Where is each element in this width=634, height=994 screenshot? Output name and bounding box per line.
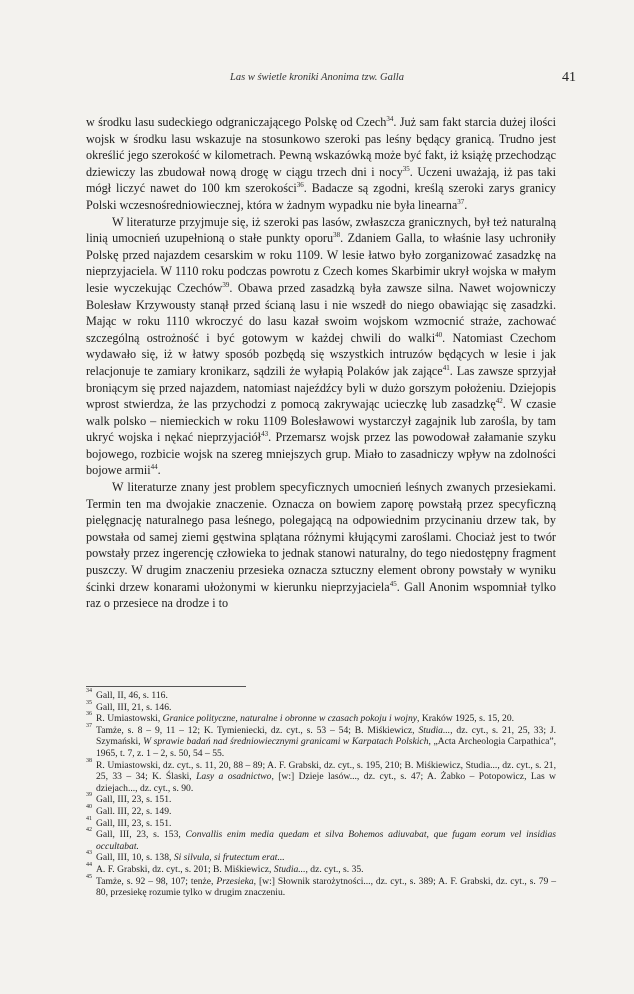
text-run: Gall, III, 23, s. 151. (96, 817, 172, 829)
italic-text: Lasy a osadnictwo (196, 771, 272, 783)
footnote-number: 39 (86, 792, 92, 799)
main-text (86, 114, 556, 612)
text-run: . (157, 463, 161, 478)
footnote-ref: 34 (386, 115, 394, 123)
footnote-ref: 35 (402, 164, 410, 173)
footnote-number: 34 (86, 688, 92, 694)
text-run: w środku lasu sudeckiego odgraniczającego Polskę od Czech (86, 115, 387, 129)
footnote (86, 873, 556, 899)
text-run: . Już sam fakt starcia dużej ilości wojsk w środku lasu wskazuje na stosunkowo szeroki pas leśny będący granicą. Trudno jest określić jego szerokość w kilometrach. Pewną wskazówką może być fakt, iż książę przechodząc dziewiczy las zbudował nową drogę w ciągu trzech dni i nocy (86, 115, 556, 179)
italic-text: Si silvula, si frutectum erat... (173, 852, 285, 864)
text-run: . Las zawsze sprzyjał broniącym się przed najazdem, natomiast najeźdźcy byli w dużo gorszym położeniu. Dziejopis wprost stwierdza, że las przychodzi z pomocą zakrywając ucieczkę lub zasadzkę (86, 363, 556, 412)
footnote (86, 815, 556, 830)
footnote-ref: 44 (150, 463, 158, 472)
text-run: . Zdaniem Galla, to właśnie lasy uchroniły Polskę przed najazdem cesarskim w roku 1109. W lesie łatwo było zorganizować zasadzkę na nieprzyjaciela. W 1110 roku podczas powrotu z Czech komes Skarbimir ukrył wojska w małym lesie wyczekując Czechów (86, 231, 557, 295)
footnote (86, 803, 556, 818)
text-run: . Obawa przed zasadzką była zawsze silna. Nawet wojowniczy Bolesław Krzywousty stanął przed ścianą lasu i nie wszedł do niego obawiając się zasadzki. Mając w roku 1110 wkroczyć do lasu kazał swoim wojskom wzmocnić straże, zachować szczególną ostrożność i być gotowym w każdej chwili do walki (86, 280, 556, 345)
italic-text: Studia... (418, 724, 451, 736)
text-run: . Gall Anonim wspomniał tylko raz o przesiece na drodze i to (86, 579, 556, 611)
footnote-ref: 42 (495, 397, 503, 406)
footnote-ref: 39 (222, 280, 230, 289)
footnote-ref: 36 (296, 181, 304, 190)
footnote-number: 40 (86, 803, 92, 810)
text-run: A. F. Grabski, dz. cyt., s. 201; B. Miśkiewicz, (96, 863, 274, 875)
footnote-ref: 37 (457, 197, 465, 206)
footnote (86, 757, 556, 795)
running-head: Las w świetle kroniki Anonima tzw. Galla (230, 72, 404, 83)
footnote-ref: 38 (333, 231, 341, 240)
paragraph (86, 479, 556, 612)
text-run: Gall. III, 22, s. 149. (96, 805, 172, 817)
italic-text: W sprawie badań nad średniowiecznymi granicami w Karpatach Polskich (143, 736, 429, 748)
footnote (86, 699, 556, 714)
text-run: . Przemarsz wojsk przez las powodował załamanie szyku bojowego, rozbicie wojsk na szereg mniejszych grup. Miało to zasadniczy wpływ na zdolności bojowe armii (86, 430, 556, 478)
text-run: , dz. cyt., s. 35. (305, 863, 364, 875)
footnote (86, 722, 557, 760)
footnote (86, 794, 556, 806)
text-run: , dz. cyt., s. 21, 25, 33; J. Szymański, (96, 724, 556, 748)
footnote-number: 42 (86, 827, 92, 834)
text-run: Gall, II, 46, s. 116. (96, 690, 168, 701)
footnote-ref: 43 (261, 430, 269, 439)
footnote-number: 43 (86, 850, 92, 857)
text-run: . W czasie walk polsko – niemieckich w roku 1109 Bolesławowi wystarczył zagajnik lub zarośla, by tam ukryć wojska i nękać nieprzyjaciół (86, 397, 556, 445)
text-run: Gall, III, 10, s. 138, (96, 852, 174, 864)
footnote-ref: 41 (442, 363, 450, 372)
footnote (86, 829, 556, 852)
text-run: R. Umiastowski, (96, 713, 163, 725)
paragraph (86, 214, 556, 480)
footnote-number: 36 (86, 711, 92, 718)
footnote-ref: 40 (435, 330, 443, 339)
text-run: Tamże, s. 8 – 9, 11 – 12; K. Tymieniecki, dz. cyt., s. 53 – 54; B. Miśkiewicz, (96, 724, 419, 736)
footnote-number: 38 (86, 757, 92, 764)
footnote (86, 713, 556, 725)
footnote-number: 45 (86, 873, 92, 880)
text-run: , Kraków 1925, s. 15, 20. (417, 713, 515, 725)
text-run: . Badacze są zgodni, kreślą szeroki zarys granicy Polski wczesnośredniowiecznej, która w żadnym wypadku nie była linearna (86, 181, 556, 212)
footnote-ref: 45 (389, 579, 397, 588)
text-run: Gall, III, 21, s. 146. (96, 701, 172, 713)
italic-text: Studia... (273, 863, 306, 875)
page-number: 41 (562, 70, 576, 85)
italic-text: Convallis enim media quedam et silva Bohemos adiuvabat, que fugam eorum vel insidias occultabat. (96, 829, 556, 852)
footnote-separator (86, 686, 246, 687)
text-run: . (464, 197, 468, 212)
footnotes (86, 690, 556, 899)
text-run: W literaturze przyjmuje się, iż szeroki pas lasów, zwłaszcza granicznych, był też naturalną linią umocnień uzupełnioną o stałe punkty oporu (86, 214, 556, 246)
text-run: . Uczeni uważają, iż pas taki mógł liczyć nawet do 100 km szerokości (86, 164, 556, 196)
footnote-number: 35 (86, 699, 92, 706)
text-run: R. Umiastowski, dz. cyt., s. 11, 20, 88 – 89; A. F. Grabski, dz. cyt., s. 195, 210; B. Miśkiewicz, Studia..., dz. cyt., s. 21, 25, 33 – 34; K. Ślaski, (96, 759, 556, 783)
text-run: . Natomiast Czechom wydawało się, iż w łatwy sposób pozbędą się wszystkich intruzów będących w lesie i jak relacjonuje te zamiary kronikarz, sądzili że wyłapią Polaków jak zające (86, 330, 556, 378)
footnote-number: 37 (86, 722, 92, 729)
text-run: W literaturze znany jest problem specyficznych umocnień leśnych zwanych przesiekami. Termin ten ma dwojakie znaczenie. Oznacza on bowiem zaporę powstałą przez specyficzną pielęgnację naturalnego pasa leśnego, polegającą na odpowiednim przycinaniu drzew tak, by powstała od samej ziemi gęstwina splątana różnymi kłującymi zaroślami. Chociaż jest to twór powstały przez ingerencję człowieka to jednak stanowi naturalny, do tego niedostępny fragment puszczy. W drugim znaczeniu przesieka oznacza sztuczny element obrony powstały w wyniku ścinki drzew konarami ułożonymi w kierunku nieprzyjaciela (86, 480, 556, 594)
paragraph (86, 114, 556, 214)
text-run: Tamże, s. 92 – 98, 107; tenże, (96, 875, 217, 887)
footnote-number: 44 (86, 861, 92, 868)
text-run: , „Acta Archeologia Carpathica”, 1965, t. 7, z. 1 – 2, s. 50, 54 – 55. (96, 736, 557, 759)
text-run: Gall, III, 23, s. 153, (96, 829, 186, 841)
italic-text: Przesieka (216, 875, 254, 887)
text-run: , [w:] Dzieje lasów..., dz. cyt., s. 47; A. Żabko – Potopowicz, Las w dziejach..., dz. cyt., s. 90. (96, 771, 556, 794)
footnote (86, 690, 556, 702)
footnote (86, 861, 556, 876)
text-run: Gall, III, 23, s. 151. (96, 794, 172, 806)
footnote-number: 41 (86, 815, 92, 822)
italic-text: Granice polityczne, naturalne i obronne w czasach pokoju i wojny (162, 713, 418, 725)
text-run: , [w:] Słownik starożytności..., dz. cyt., s. 389; A. F. Grabski, dz. cyt., s. 79 – 80, przesiekę rozumie tylko w drugim znaczeniu. (96, 875, 556, 899)
footnote (86, 852, 556, 864)
